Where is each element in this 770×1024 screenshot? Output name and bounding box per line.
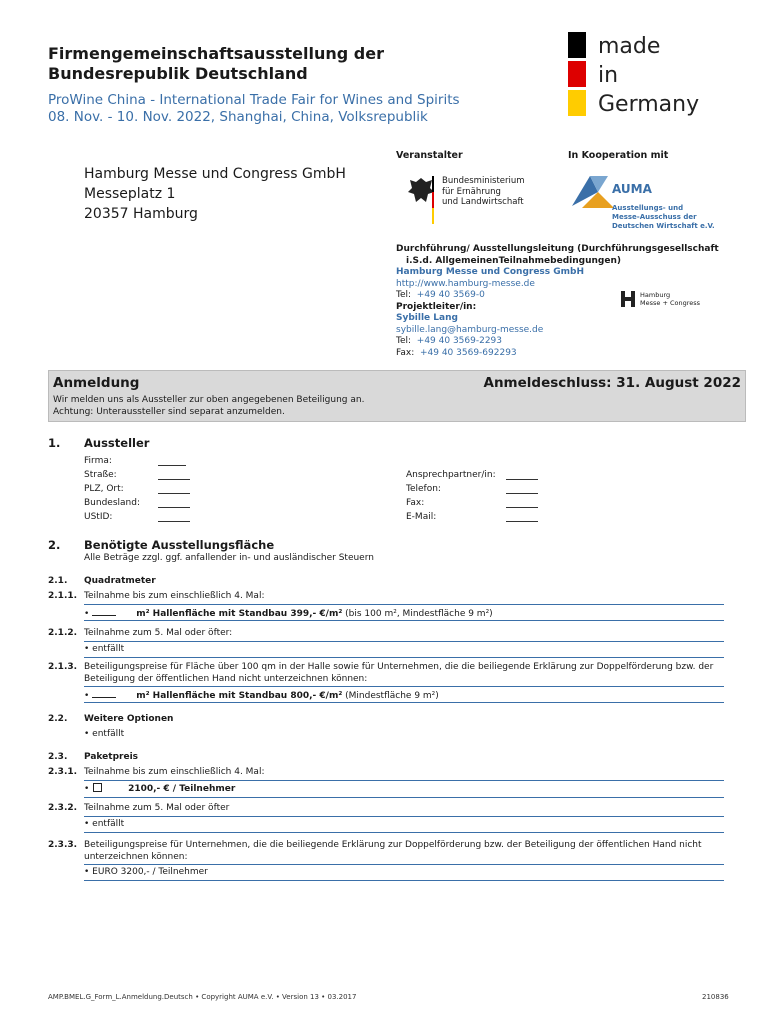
projekt-label: Projektleiter/in: [396,301,477,312]
s233-option: • EURO 3200,- / Teilnehmer [84,867,208,877]
s22-number: 2.2. [48,714,68,724]
divider [84,686,724,687]
firma-input[interactable] [158,465,186,466]
projekt-fax: +49 40 3569-692293 [419,347,517,358]
auma-name: AUMA [612,182,652,196]
info-url-link[interactable]: http://www.hamburg-messe.de [396,278,535,289]
exhibitor-right-fields [406,468,526,524]
s213-text-2: Beteiligung der öffentlichen Hand nicht unterzeichnen können: [84,673,368,684]
field-bundesland: Bundesland: [84,498,140,508]
flag-red-bar [568,61,586,87]
s233-number: 2.3.3. [48,840,78,850]
eagle-icon [406,174,436,228]
divider [84,880,724,881]
logo-word-made: made [598,34,661,59]
divider [84,620,724,621]
ustid-input[interactable] [158,521,190,522]
s213-sqm-input[interactable] [92,689,116,698]
title-line-2: Bundesrepublik Deutschland [48,64,308,83]
field-telefon: Telefon: [406,484,441,494]
field-ansprechpartner: Ansprechpartner/in: [406,470,496,480]
address-line-2: Messeplatz 1 [84,186,176,202]
anmeldeschluss: Anmeldeschluss: 31. August 2022 [483,375,741,391]
footer-form-number: 210836 [702,993,729,1001]
field-strasse: Straße: [84,470,117,480]
s211-option: • m² Hallenfläche mit Standbau 399,- €/m² (bis 100 m², Mindestfläche 9 m²) [84,609,493,619]
s213-opt-b: mit Standbau 800,- €/m² [218,691,343,701]
bmel-logo [406,174,536,228]
divider [84,702,724,703]
auma-line-1: Ausstellungs- und [612,204,684,212]
s211-opt-c: (bis 100 m², Mindestfläche 9 m²) [342,609,493,619]
logo-word-in: in [598,63,619,88]
hmc-mark-icon [620,290,636,308]
hamburg-messe-logo [620,290,720,310]
info-line-2: i.S.d. AllgemeinenTeilnahmebedingungen) [406,255,621,266]
s212-number: 2.1.2. [48,628,78,638]
s233-text [84,840,744,863]
bmel-line-2: für Ernährung [442,186,501,197]
page-title [48,44,528,84]
made-in-germany-logo [568,32,718,122]
anmeldung-text-2: Achtung: Unteraussteller sind separat anzumelden. [53,406,285,417]
divider [84,864,724,865]
auma-line-2: Messe-Ausschuss der [612,213,697,221]
subtitle-line-2: 08. Nov. - 10. Nov. 2022, Shanghai, China, Volksrepublik [48,109,428,125]
s22-title: Weitere Optionen [84,714,174,724]
auma-line-3: Deutschen Wirtschaft e.V. [612,222,715,230]
fax-input[interactable] [506,507,538,508]
field-ustid: UStID: [84,512,113,522]
section-2-title: Benötigte Ausstellungsfläche [84,538,275,552]
s231-option: • 2100,- € / Teilnehmer [84,784,236,794]
organizer-address [84,164,346,224]
s211-opt-b: mit Standbau 399,- €/m² [218,609,343,619]
s21-number: 2.1. [48,576,68,586]
s22-option: • entfällt [84,729,125,739]
s213-opt-a: m² Hallenfläche [136,691,219,701]
section-2-number: 2. [48,538,61,552]
divider [84,816,724,817]
logo-word-germany: Germany [598,92,700,117]
auma-mark-icon [568,172,618,212]
strasse-input[interactable] [158,479,190,480]
info-line-1: Durchführung/ Ausstellungsleitung (Durchführungsgesellschaft [396,244,719,254]
s23-title: Paketpreis [84,752,139,762]
bmel-line-1: Bundesministerium [442,176,525,186]
flag-gold-bar [568,90,586,116]
divider [84,832,724,833]
info-tel: +49 40 3569-0 [416,290,485,300]
projekt-fax-label: Fax: [396,347,415,358]
s232-text: Teilnahme zum 5. Mal oder öfter [84,803,230,813]
s233-text-1: Beteiligungspreise für Unternehmen, die die beiliegende Erklärung zur Doppelförderung bzw. der Beteiligung der öffentlichen Hand nicht [84,840,702,850]
s233-text-2: unterzeichnen können: [84,851,188,862]
divider [84,780,724,781]
projekt-email-link[interactable]: sybille.lang@hamburg-messe.de [396,324,544,335]
plz-ort-input[interactable] [158,493,190,494]
s213-text [84,662,744,685]
projekt-tel-label: Tel: [396,336,412,346]
s212-option: • entfällt [84,644,125,654]
s231-price: 2100,- € / Teilnehmer [128,784,236,794]
veranstalter-label: Veranstalter [396,150,463,161]
s21-title: Quadratmeter [84,576,156,586]
footer-copyright: AMP.BMEL.G_Form_L.Anmeldung.Deutsch • Copyright AUMA e.V. • Version 13 • 03.2017 [48,993,357,1001]
tax-note: Alle Beträge zzgl. ggf. anfallender in- und ausländischer Steuern [84,553,374,563]
ansprechpartner-input[interactable] [506,479,538,480]
divider [84,797,724,798]
s211-opt-a: m² Hallenfläche [136,609,219,619]
anmeldung-box [48,370,746,422]
telefon-input[interactable] [506,493,538,494]
s211-number: 2.1.1. [48,591,78,601]
bmel-line-3: und Landwirtschaft [442,197,524,207]
s211-sqm-input[interactable] [92,607,116,616]
hmc-line-2: Messe + Congress [640,299,701,307]
s213-text-1: Beteiligungspreise für Fläche über 100 qm in der Halle sowie für Unternehmen, die die beiliegende Erklärung zur Doppelförderung bzw. der [84,662,714,672]
section-1-number: 1. [48,436,61,450]
s231-checkbox[interactable] [93,783,102,792]
s23-number: 2.3. [48,752,68,762]
info-tel-label: Tel: [396,290,412,300]
s213-opt-c: (Mindestfläche 9 m²) [342,691,439,701]
kooperation-label: In Kooperation mit [568,150,669,161]
auma-logo [568,168,728,238]
divider [84,641,724,642]
projekt-name: Sybille Lang [396,313,458,323]
s212-text: Teilnahme zum 5. Mal oder öfter: [84,628,233,638]
flag-black-bar [568,32,586,58]
anmeldung-text-1: Wir melden uns als Aussteller zur oben angegebenen Beteiligung an. [53,395,365,405]
fair-subtitle [48,92,548,126]
s213-option: • m² Hallenfläche mit Standbau 800,- €/m² (Mindestfläche 9 m²) [84,691,439,701]
bundesland-input[interactable] [158,507,190,508]
exhibitor-left-fields [84,454,204,524]
s232-option: • entfällt [84,819,125,829]
s232-number: 2.3.2. [48,803,78,813]
title-line-1: Firmengemeinschaftsausstellung der [48,44,384,63]
subtitle-line-1: ProWine China - International Trade Fair for Wines and Spirits [48,92,460,108]
s213-number: 2.1.3. [48,662,78,672]
anmeldung-title: Anmeldung [53,375,140,391]
divider [84,657,724,658]
field-plz-ort: PLZ, Ort: [84,484,124,494]
hmc-line-1: Hamburg [640,291,671,299]
address-line-1: Hamburg Messe und Congress GmbH [84,166,346,182]
projekt-tel: +49 40 3569-2293 [416,336,503,346]
s231-number: 2.3.1. [48,767,78,777]
field-email: E-Mail: [406,512,437,522]
email-input[interactable] [506,521,538,522]
section-1-title: Aussteller [84,436,150,450]
s231-text: Teilnahme bis zum einschließlich 4. Mal: [84,767,265,777]
address-line-3: 20357 Hamburg [84,206,198,222]
info-company: Hamburg Messe und Congress GmbH [396,267,585,277]
divider [84,604,724,605]
field-firma: Firma: [84,456,112,466]
s211-text: Teilnahme bis zum einschließlich 4. Mal: [84,591,265,601]
field-fax: Fax: [406,498,425,508]
